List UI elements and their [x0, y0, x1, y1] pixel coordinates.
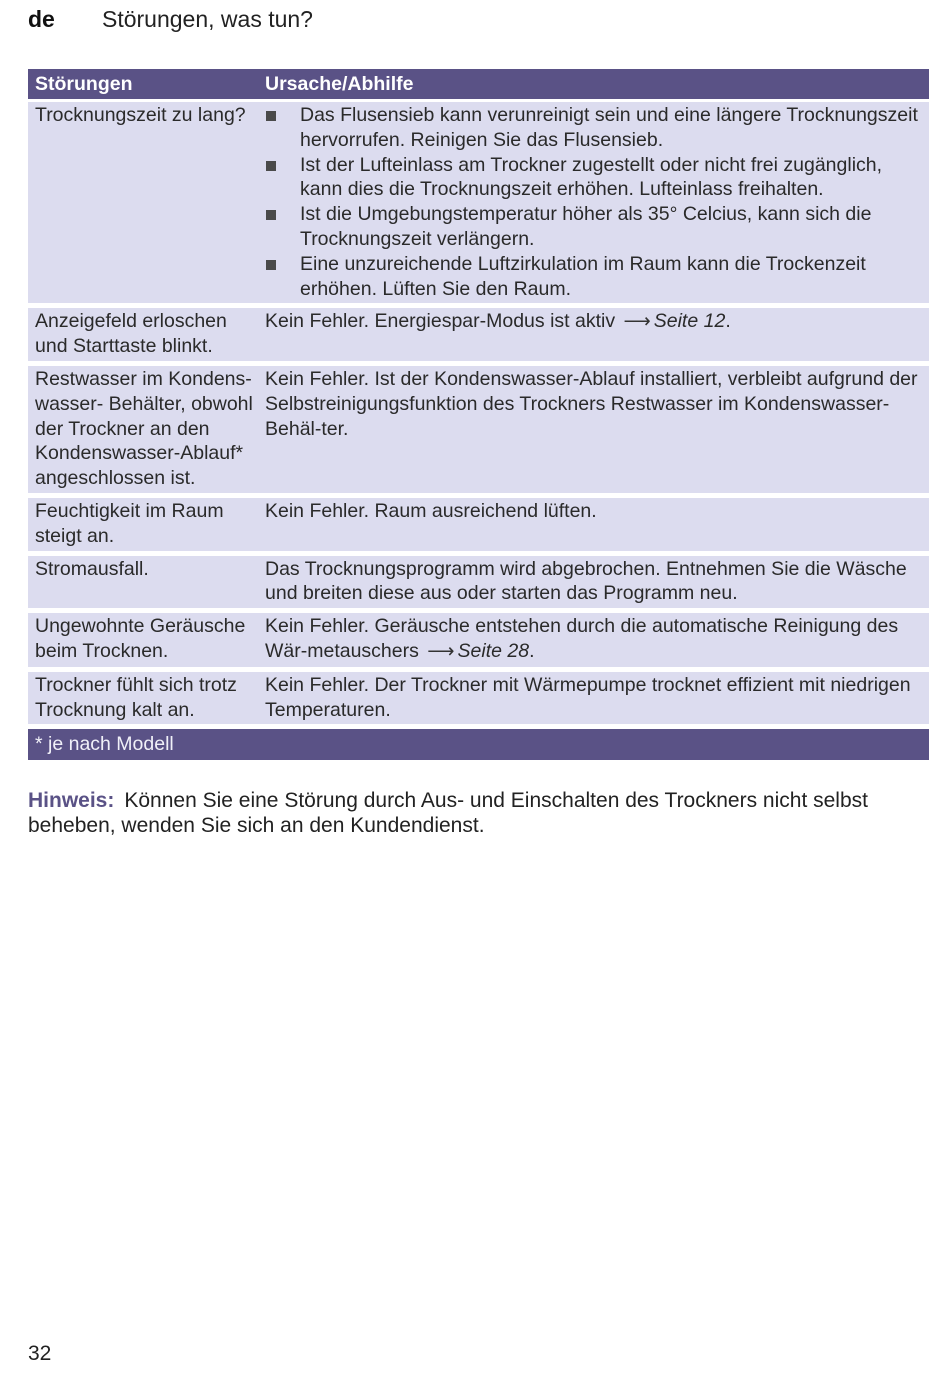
- solution-cell: Kein Fehler. Raum ausreichend lüften.: [265, 499, 597, 522]
- table-row: [28, 556, 929, 609]
- bullet-item: Eine unzureichende Luftzirkulation im Raum kann die Trockenzeit erhöhen. Lüften Sie den Raum.: [265, 252, 921, 302]
- solution-text: Kein Fehler. Geräusche entstehen durch die automatische Reinigung des Wär-metauschers: [265, 615, 899, 662]
- bullet-list: [265, 103, 921, 301]
- column-header-problems: Störungen: [35, 72, 133, 95]
- table-footnote-row: [28, 729, 929, 760]
- table-row: [28, 366, 929, 493]
- solution-cell: Kein Fehler. Der Trockner mit Wärmepumpe trocknet effizient mit niedrigen Temperaturen.: [265, 673, 911, 721]
- bullet-item: Ist der Lufteinlass am Trockner zugestellt oder nicht frei zugänglich, kann dies die Trocknungszeit erhöhen. Lufteinlass freihalten.: [265, 153, 921, 203]
- table-row: [28, 613, 929, 667]
- problem-cell: Trocknungszeit zu lang?: [35, 104, 246, 126]
- bullet-item: Das Flusensieb kann verunreinigt sein und eine längere Trocknungszeit hervorrufen. Reinigen Sie das Flusensieb.: [265, 103, 921, 153]
- solution-cell: Kein Fehler. Ist der Kondenswasser-Ablauf installiert, verbleibt aufgrund der Selbstreinigungsfunktion des Trockners Restwasser im Kondenswasser-Behäl-ter.: [265, 367, 918, 440]
- note-text: Können Sie eine Störung durch Aus- und Einschalten des Trockners nicht selbst beheben, wenden Sie sich an den Kundendienst.: [28, 789, 868, 837]
- page-reference-link[interactable]: Seite 28: [457, 639, 530, 662]
- solution-suffix: .: [725, 310, 731, 333]
- arrow-right-icon: ⟶: [623, 311, 651, 333]
- page-header: [28, 6, 313, 33]
- problem-cell: Ungewohnte Geräusche beim Trocknen.: [35, 615, 246, 662]
- solution-suffix: .: [529, 639, 535, 662]
- table-row: [28, 102, 929, 303]
- page-number: 32: [28, 1342, 52, 1365]
- page-reference-link[interactable]: Seite 12: [653, 310, 726, 333]
- table-row: [28, 672, 929, 725]
- bullet-item: Ist die Umgebungstemperatur höher als 35° Celcius, kann sich die Trocknungszeit verlängern.: [265, 202, 921, 252]
- page-title: Störungen, was tun?: [102, 6, 313, 32]
- troubleshooting-table: [28, 69, 929, 760]
- language-code: de: [28, 6, 55, 32]
- solution-text: Kein Fehler. Energiespar-Modus ist aktiv: [265, 310, 616, 333]
- problem-cell: Feuchtigkeit im Raum steigt an.: [35, 499, 224, 547]
- note-label: Hinweis:: [28, 789, 115, 812]
- problem-cell: Anzeigefeld erloschen und Starttaste blinkt.: [35, 310, 227, 358]
- table-row: [28, 498, 929, 551]
- problem-cell: Trockner fühlt sich trotz Trocknung kalt an.: [35, 673, 237, 721]
- table-header-row: [28, 69, 929, 99]
- table-row: [28, 308, 929, 361]
- solution-cell: [258, 613, 929, 667]
- footnote: * je nach Modell: [35, 732, 174, 755]
- problem-cell: Restwasser im Kondens-wasser- Behälter, obwohl der Trockner an den Kondenswasser-Ablauf* angeschlossen ist.: [35, 367, 253, 490]
- solution-cell: Das Trocknungsprogramm wird abgebrochen. Entnehmen Sie die Wäsche und breiten diese aus oder starten das Programm neu.: [265, 557, 907, 605]
- column-header-cause-remedy: Ursache/Abhilfe: [265, 72, 414, 95]
- solution-cell: [258, 102, 929, 303]
- note-paragraph: [28, 788, 928, 838]
- problem-cell: Stromausfall.: [35, 557, 149, 580]
- arrow-right-icon: ⟶: [427, 640, 455, 662]
- solution-cell: [258, 308, 929, 361]
